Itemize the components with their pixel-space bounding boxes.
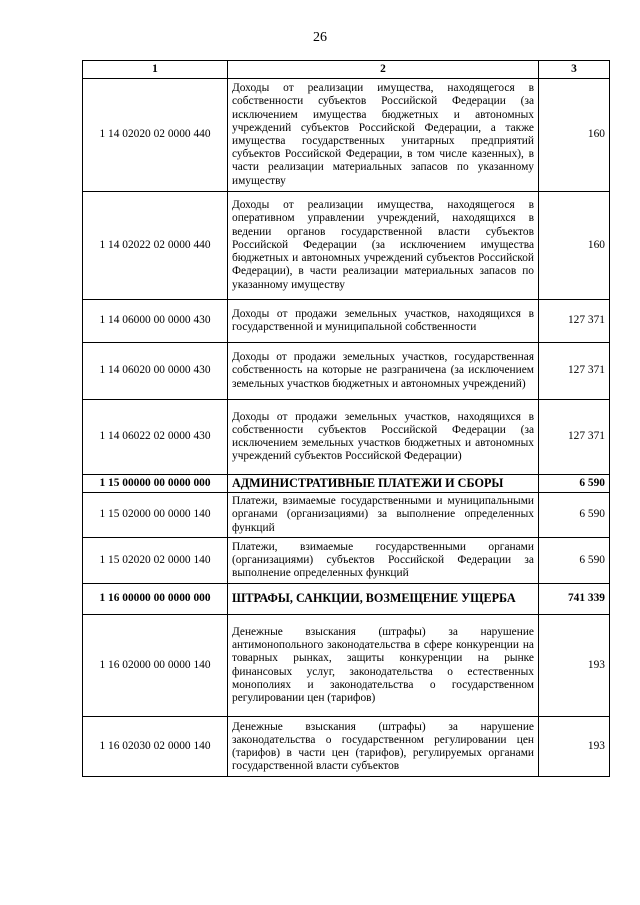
row-amount: 6 590 (539, 475, 610, 493)
row-description: Доходы от продажи земельных участков, находящихся в государственной и муниципальной собственности (228, 300, 539, 343)
row-code: 1 14 06022 02 0000 430 (83, 400, 228, 475)
row-amount: 127 371 (539, 400, 610, 475)
row-code: 1 16 02030 02 0000 140 (83, 717, 228, 777)
table-row-section (83, 475, 610, 493)
row-amount: 6 590 (539, 538, 610, 584)
column-header-description: 2 (228, 61, 539, 79)
table-row (83, 615, 610, 717)
column-header-amount: 3 (539, 61, 610, 79)
row-description: Платежи, взимаемые государственными и муниципальными органами (организациями) за выполнение определенных функций (228, 493, 539, 538)
row-code: 1 15 02000 00 0000 140 (83, 493, 228, 538)
row-description: Платежи, взимаемые государственными органами (организациями) субъектов Российской Федерации за выполнение определенных функций (228, 538, 539, 584)
table-row (83, 343, 610, 400)
row-amount: 6 590 (539, 493, 610, 538)
row-description: ШТРАФЫ, САНКЦИИ, ВОЗМЕЩЕНИЕ УЩЕРБА (228, 584, 539, 615)
row-amount: 127 371 (539, 343, 610, 400)
table-header-row (83, 61, 610, 79)
row-amount: 127 371 (539, 300, 610, 343)
row-code: 1 16 00000 00 0000 000 (83, 584, 228, 615)
table-row-section (83, 584, 610, 615)
row-description: Денежные взыскания (штрафы) за нарушение антимонопольного законодательства в сфере конкуренции на товарных рынках, защиты конкуренции на рынке финансовых услуг, законодательства о естественных монополиях и законодательства о государственном регулировании цен (тарифов) (228, 615, 539, 717)
row-description: Доходы от реализации имущества, находящегося в собственности субъектов Российской Федерации (за исключением имущества бюджетных и автономных учреждений субъектов Российской Федерации, а также имущества государственных унитарных предприятий субъектов Российской Федерации, в том числе казенных), в части реализации материальных запасов по указанному имуществу (228, 79, 539, 192)
row-amount: 193 (539, 615, 610, 717)
row-description: Доходы от продажи земельных участков, государственная собственность на которые не разграничена (за исключением земельных участков бюджетных и автономных учреждений) (228, 343, 539, 400)
row-amount: 160 (539, 79, 610, 192)
page-number: 26 (313, 30, 327, 45)
table-row (83, 717, 610, 777)
row-code: 1 15 00000 00 0000 000 (83, 475, 228, 493)
row-code: 1 14 06000 00 0000 430 (83, 300, 228, 343)
row-code: 1 15 02020 02 0000 140 (83, 538, 228, 584)
table-row (83, 538, 610, 584)
row-description: Денежные взыскания (штрафы) за нарушение законодательства о государственном регулировании цен (тарифов) в части цен (тарифов), регулируемых органами государственной власти субъектов (228, 717, 539, 777)
table-row (83, 192, 610, 300)
row-description: Доходы от продажи земельных участков, находящихся в собственности субъектов Российской Федерации (за исключением земельных участков бюджетных и автономных учреждений субъектов Российской Федерации) (228, 400, 539, 475)
table-row (83, 400, 610, 475)
row-description: АДМИНИСТРАТИВНЫЕ ПЛАТЕЖИ И СБОРЫ (228, 475, 539, 493)
table-row (83, 493, 610, 538)
budget-revenue-table (82, 60, 610, 777)
row-code: 1 14 06020 00 0000 430 (83, 343, 228, 400)
row-amount: 193 (539, 717, 610, 777)
row-description: Доходы от реализации имущества, находящегося в оперативном управлении учреждений, находящихся в ведении органов государственной власти субъектов Российской Федерации (за исключением имущества бюджетных и автономных учреждений субъектов Российской Федерации), в части реализации материальных запасов по указанному имуществу (228, 192, 539, 300)
row-code: 1 14 02022 02 0000 440 (83, 192, 228, 300)
row-amount: 741 339 (539, 584, 610, 615)
row-amount: 160 (539, 192, 610, 300)
table-row (83, 300, 610, 343)
row-code: 1 16 02000 00 0000 140 (83, 615, 228, 717)
column-header-code: 1 (83, 61, 228, 79)
row-code: 1 14 02020 02 0000 440 (83, 79, 228, 192)
table-row (83, 79, 610, 192)
